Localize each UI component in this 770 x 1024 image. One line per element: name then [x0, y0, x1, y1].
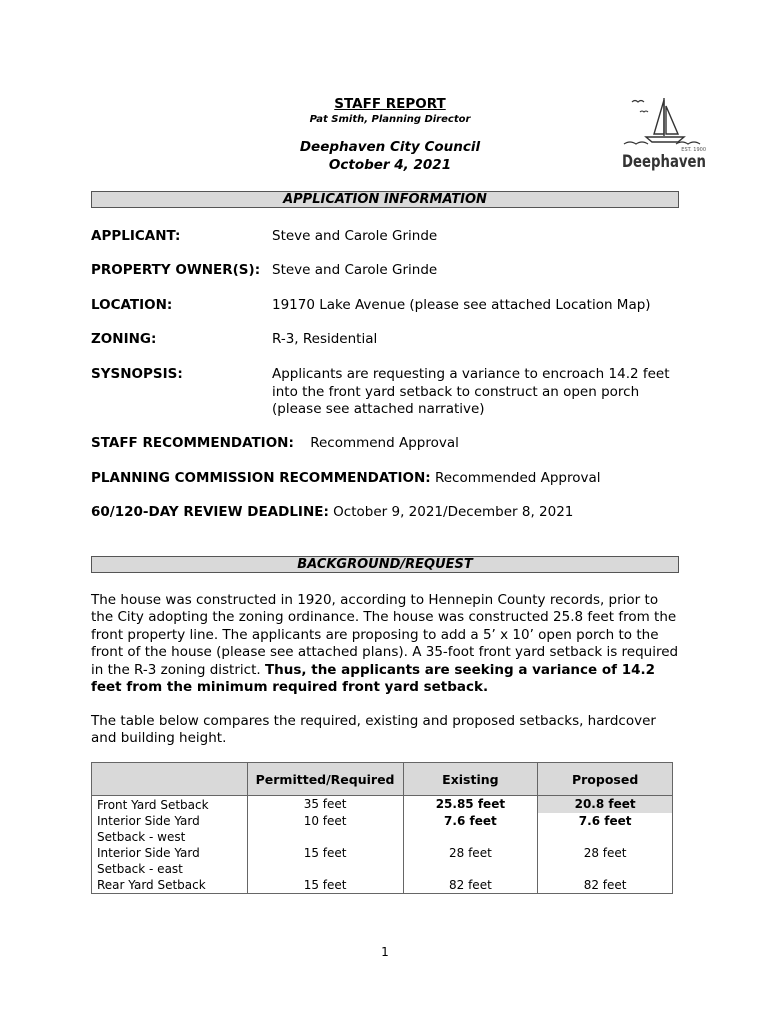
pc-recommendation-label: PLANNING COMMISSION RECOMMENDATION: — [91, 470, 431, 486]
background-emphasis: Thus, the applicants are seeking a variance of 14.2 feet from the minimum required front yard setback. — [91, 661, 656, 696]
council-name: Deephaven City Council — [299, 139, 481, 155]
pc-recommendation-value: Recommended Approval — [434, 470, 601, 486]
owner-label: PROPERTY OWNER(S): — [91, 262, 261, 278]
row-proposed: 82 feet — [538, 877, 673, 894]
row-label: Rear Yard Setback — [92, 877, 248, 894]
background-text: The house was constructed in 1920, according to Hennepin County records, prior to the City adopting the zoning ordinance. The house was constructed 25.8 feet from the front property line. The applicants are proposing to add a 5’ x 10’ open porch to the front of the house (please see attached plans). A 35-foot front yard setback is required in the R-3 zoning district. — [91, 592, 679, 678]
deephaven-logo — [614, 92, 714, 172]
row-required: 15 feet — [247, 877, 403, 894]
row-existing: 7.6 feet — [403, 813, 538, 845]
row-existing: 82 feet — [403, 877, 538, 894]
sailboat-icon — [614, 92, 714, 172]
table-intro-paragraph: The table below compares the required, existing and proposed setbacks, hardcover and building height. — [91, 713, 656, 747]
report-author: Pat Smith, Planning Director — [309, 114, 471, 125]
row-label: Interior Side Yard Setback - west — [92, 813, 248, 845]
staff-recommendation-label: STAFF RECOMMENDATION: — [91, 435, 294, 451]
row-existing: 28 feet — [403, 845, 538, 877]
row-required: 35 feet — [247, 796, 403, 814]
table-row — [92, 813, 673, 845]
deadline-label: 60/120-DAY REVIEW DEADLINE: — [91, 504, 329, 520]
table-header-required: Permitted/Required — [247, 763, 403, 796]
table-row — [92, 845, 673, 877]
staff-recommendation-value: Recommend Approval — [310, 435, 459, 451]
row-required: 15 feet — [247, 845, 403, 877]
page-number: 1 — [381, 945, 389, 959]
location-value: 19170 Lake Avenue (please see attached Location Map) — [272, 297, 651, 313]
synopsis-value: Applicants are requesting a variance to encroach 14.2 feet into the front yard setback to construct an open porch (please see attached narrative) — [272, 366, 670, 417]
staff-recommendation-row — [91, 435, 459, 451]
table-header-row — [92, 763, 673, 796]
pc-recommendation-row — [91, 470, 601, 486]
row-proposed: 28 feet — [538, 845, 673, 877]
setbacks-table — [91, 762, 673, 894]
table-header-proposed: Proposed — [538, 763, 673, 796]
table-row — [92, 796, 673, 814]
deadline-value: October 9, 2021/December 8, 2021 — [333, 504, 574, 520]
table-row — [92, 877, 673, 894]
table-header-existing: Existing — [403, 763, 538, 796]
row-proposed: 7.6 feet — [538, 813, 673, 845]
owner-value: Steve and Carole Grinde — [272, 262, 438, 278]
report-date: October 4, 2021 — [328, 157, 452, 173]
deadline-row — [91, 504, 573, 520]
background-heading: BACKGROUND/REQUEST — [91, 556, 679, 573]
row-proposed: 20.8 feet — [538, 796, 673, 814]
applicant-label: APPLICANT: — [91, 228, 181, 244]
logo-est-text: EST. 1900 — [681, 147, 706, 153]
synopsis-label: SYSNOPSIS: — [91, 366, 183, 382]
background-paragraph — [91, 592, 681, 696]
application-info-heading: APPLICATION INFORMATION — [91, 191, 679, 208]
logo-wordmark: Deephaven — [622, 152, 706, 172]
row-label: Front Yard Setback — [92, 796, 248, 814]
row-existing: 25.85 feet — [403, 796, 538, 814]
table-header-blank — [92, 763, 248, 796]
row-required: 10 feet — [247, 813, 403, 845]
applicant-value: Steve and Carole Grinde — [272, 228, 438, 244]
report-title: STAFF REPORT — [334, 96, 446, 112]
row-label: Interior Side Yard Setback - east — [92, 845, 248, 877]
location-label: LOCATION: — [91, 297, 173, 313]
zoning-label: ZONING: — [91, 331, 157, 347]
zoning-value: R-3, Residential — [272, 331, 378, 347]
